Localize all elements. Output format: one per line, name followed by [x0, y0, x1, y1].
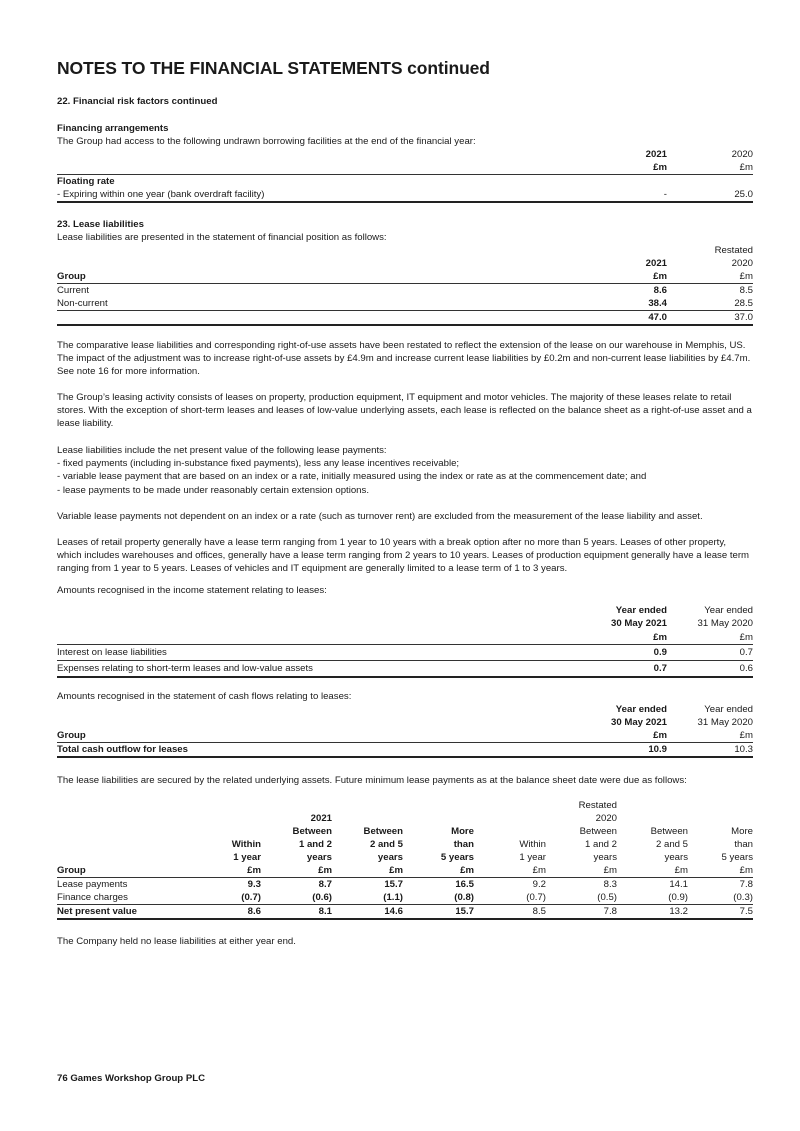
group-label: Group — [57, 270, 457, 284]
row-value-2021: 38.4 — [457, 297, 667, 311]
unit-2020: £m — [667, 729, 753, 743]
header-2021: Year ended — [615, 704, 667, 715]
group-label: Group — [57, 729, 457, 743]
cell: (0.7) — [474, 891, 546, 905]
note23-heading: 23. Lease liabilities — [57, 219, 144, 230]
table-row — [57, 297, 753, 311]
row-label: Total cash outflow for leases — [57, 743, 457, 758]
row-value-2021: 8.6 — [653, 285, 667, 296]
total-row — [57, 905, 753, 920]
row-value-2020: 10.3 — [667, 743, 753, 758]
cell: (0.6) — [261, 891, 332, 905]
row-value-2021: 0.9 — [457, 645, 667, 661]
col-header: Within — [519, 839, 546, 850]
col-header: Between — [292, 826, 332, 837]
cell: 15.7 — [403, 905, 474, 920]
row-value-2020: 0.6 — [667, 661, 753, 678]
unit: £m — [332, 864, 403, 878]
col-header: More — [451, 826, 474, 837]
unit-2020: £m — [667, 270, 753, 284]
list-item: - variable lease payment that are based on an index or a rate, initially measured using the index or rate as at the commencement date; and — [57, 471, 647, 483]
table-row — [57, 891, 753, 905]
col-header: 1 year — [233, 852, 261, 863]
expiring-2020: 25.0 — [667, 188, 753, 202]
header-2020: Year ended — [704, 704, 753, 715]
row-value-2020: 8.5 — [739, 285, 753, 296]
cell: 15.7 — [384, 879, 403, 890]
cell: 8.6 — [179, 905, 261, 920]
restated-label: Restated — [578, 800, 617, 811]
col-2020: 2020 — [731, 149, 753, 160]
lease-liabilities-table — [57, 244, 753, 326]
closing-statement: The Company held no lease liabilities at either year end. — [57, 936, 296, 947]
maturity-intro: The lease liabilities are secured by the related underlying assets. Future minimum lease payments as at the balance sheet date were due as follows: — [57, 775, 687, 786]
col-header: 2 and 5 — [655, 839, 688, 850]
unit-2020: £m — [667, 630, 753, 645]
cell: 16.5 — [455, 879, 474, 890]
col-header: than — [734, 839, 753, 850]
floating-rate-label: Floating rate — [57, 176, 115, 187]
unit-2021: £m — [457, 630, 667, 645]
col-header: 1 and 2 — [584, 839, 617, 850]
unit: £m — [617, 864, 688, 878]
table-row — [57, 878, 753, 892]
table-row — [57, 743, 753, 758]
col-header: Within — [231, 839, 261, 850]
row-label: Non-current — [57, 297, 457, 311]
cell: 14.6 — [332, 905, 403, 920]
list-item: - lease payments to be made under reasonably certain extension options. — [57, 484, 369, 496]
page-title: NOTES TO THE FINANCIAL STATEMENTS continued — [57, 58, 490, 78]
col-header: 1 and 2 — [298, 839, 332, 850]
cash-flows-table — [57, 703, 753, 758]
header-2020-date: 31 May 2020 — [697, 618, 753, 629]
paragraph-leasing-activity: The Group’s leasing activity consists of leases on property, production equipment, IT equipment and motor vehicles. The majority of these leases relate to retail stores. With the exception of short-term leases and leases of low-value underlying assets, each lease is reflected on the balance sheet as a right-of-use asset and a lease liability. — [57, 392, 752, 430]
restated-label: Restated — [714, 245, 753, 256]
note22-intro: The Group had access to the following undrawn borrowing facilities at the end of the financial year: — [57, 136, 476, 147]
row-value-2021: 10.9 — [457, 743, 667, 758]
col-header: years — [306, 852, 332, 863]
row-label: Net present value — [57, 905, 179, 920]
unit-2020: £m — [667, 161, 753, 175]
col-header: Between — [579, 826, 617, 837]
cell: 8.3 — [603, 879, 617, 890]
financing-table — [57, 148, 753, 203]
income-statement-table — [57, 603, 753, 678]
expiring-2021: - — [457, 188, 667, 202]
col-header: 2 and 5 — [369, 839, 403, 850]
note22-subheading: Financing arrangements — [57, 123, 169, 134]
row-value-2021: 0.7 — [457, 661, 667, 678]
cell: 8.5 — [474, 905, 546, 920]
cell: 8.7 — [318, 879, 332, 890]
year-2020: 2020 — [595, 813, 617, 824]
year-2021: 2021 — [310, 813, 332, 824]
paragraph-lease-payments — [57, 444, 753, 497]
unit: £m — [688, 864, 753, 878]
list-item: - fixed payments (including in-substance fixed payments), less any lease incentives receivable; — [57, 458, 460, 470]
lease-payments-intro: Lease liabilities include the net present value of the following lease payments: — [57, 445, 387, 456]
cell: 7.8 — [739, 879, 753, 890]
table-row — [57, 645, 753, 661]
paragraph-restatement: The comparative lease liabilities and corresponding right-of-use assets have been restated to reflect the extension of the lease on our warehouse in Memphis, US. The impact of the adjustment was to increase right-of-use assets by £4.9m and increase current lease liabilities by £0.2m and non-current lease liabilities by £4.7m. See note 16 for more information. — [57, 340, 751, 378]
row-value-2020: 0.7 — [667, 645, 753, 661]
col-header — [179, 825, 261, 838]
maturity-table — [57, 799, 753, 920]
header-2021: Year ended — [615, 604, 667, 616]
col-header: Between — [650, 826, 688, 837]
cell: 7.8 — [546, 905, 617, 920]
row-label: Current — [57, 285, 89, 296]
cell: (0.9) — [617, 891, 688, 905]
col-header: Between — [363, 826, 403, 837]
total-2020: 37.0 — [667, 311, 753, 326]
cell: 14.1 — [669, 879, 688, 890]
cell: (1.1) — [332, 891, 403, 905]
col-header: 5 years — [721, 852, 753, 863]
unit-2021: £m — [457, 161, 667, 175]
unit: £m — [261, 864, 332, 878]
paragraph-lease-terms: Leases of retail property generally have a lease term ranging from 1 year to 10 years with a break option after no more than 5 years. Leases of other property, which includes warehouses and offices, generally have a lease term ranging from 2 years to 10 years. Leases of production equipment generally have a lease term ranging from 1 year to 5 years. Leases of vehicles and IT equipment are generally limited to a lease term of 1 to 3 years. — [57, 537, 750, 575]
cell: 7.5 — [688, 905, 753, 920]
group-label: Group — [57, 864, 179, 878]
paragraph-variable-payments: Variable lease payments not dependent on an index or a rate (such as turnover rent) are excluded from the measurement of the lease liability and asset. — [57, 511, 703, 522]
page-footer: 76 Games Workshop Group PLC — [57, 1073, 206, 1084]
cell: 9.2 — [532, 879, 546, 890]
unit: £m — [179, 864, 261, 878]
col-header — [474, 825, 546, 838]
note23-intro: Lease liabilities are presented in the statement of financial position as follows: — [57, 232, 387, 243]
header-2020: Year ended — [704, 604, 753, 616]
cell: 8.1 — [261, 905, 332, 920]
total-2021: 47.0 — [457, 311, 667, 326]
cell: 13.2 — [617, 905, 688, 920]
row-label: Finance charges — [57, 891, 179, 905]
col-header: More — [731, 826, 753, 837]
col-header: years — [593, 852, 617, 863]
note22-heading: 22. Financial risk factors continued — [57, 96, 218, 107]
row-value-2020: 28.5 — [667, 297, 753, 311]
unit-2021: £m — [457, 729, 667, 743]
unit: £m — [474, 864, 546, 878]
income-intro: Amounts recognised in the income statement relating to leases: — [57, 585, 327, 596]
col-header: years — [377, 852, 403, 863]
col-header: than — [453, 839, 474, 850]
header-2020-date: 31 May 2020 — [697, 717, 753, 728]
unit: £m — [546, 864, 617, 878]
cell: 9.3 — [247, 879, 261, 890]
table-row — [57, 284, 753, 298]
col-2021: 2021 — [645, 258, 667, 269]
cell: (0.7) — [179, 891, 261, 905]
total-row — [57, 311, 753, 326]
row-label: Lease payments — [57, 879, 128, 890]
header-2021-date: 30 May 2021 — [610, 618, 667, 629]
unit: £m — [403, 864, 474, 878]
cash-intro: Amounts recognised in the statement of cash flows relating to leases: — [57, 691, 352, 702]
cell: (0.8) — [403, 891, 474, 905]
col-header: 5 years — [440, 852, 474, 863]
table-row — [57, 661, 753, 678]
row-label: Expenses relating to short-term leases and low-value assets — [57, 661, 457, 678]
col-header: 1 year — [519, 852, 546, 863]
row-label: Interest on lease liabilities — [57, 645, 457, 661]
header-2021-date: 30 May 2021 — [610, 717, 667, 728]
col-2021: 2021 — [645, 149, 667, 160]
col-header: years — [664, 852, 688, 863]
cell: (0.5) — [546, 891, 617, 905]
col-2020: 2020 — [731, 258, 753, 269]
expiring-label: - Expiring within one year (bank overdraft facility) — [57, 188, 457, 202]
unit-2021: £m — [457, 270, 667, 284]
cell: (0.3) — [688, 891, 753, 905]
